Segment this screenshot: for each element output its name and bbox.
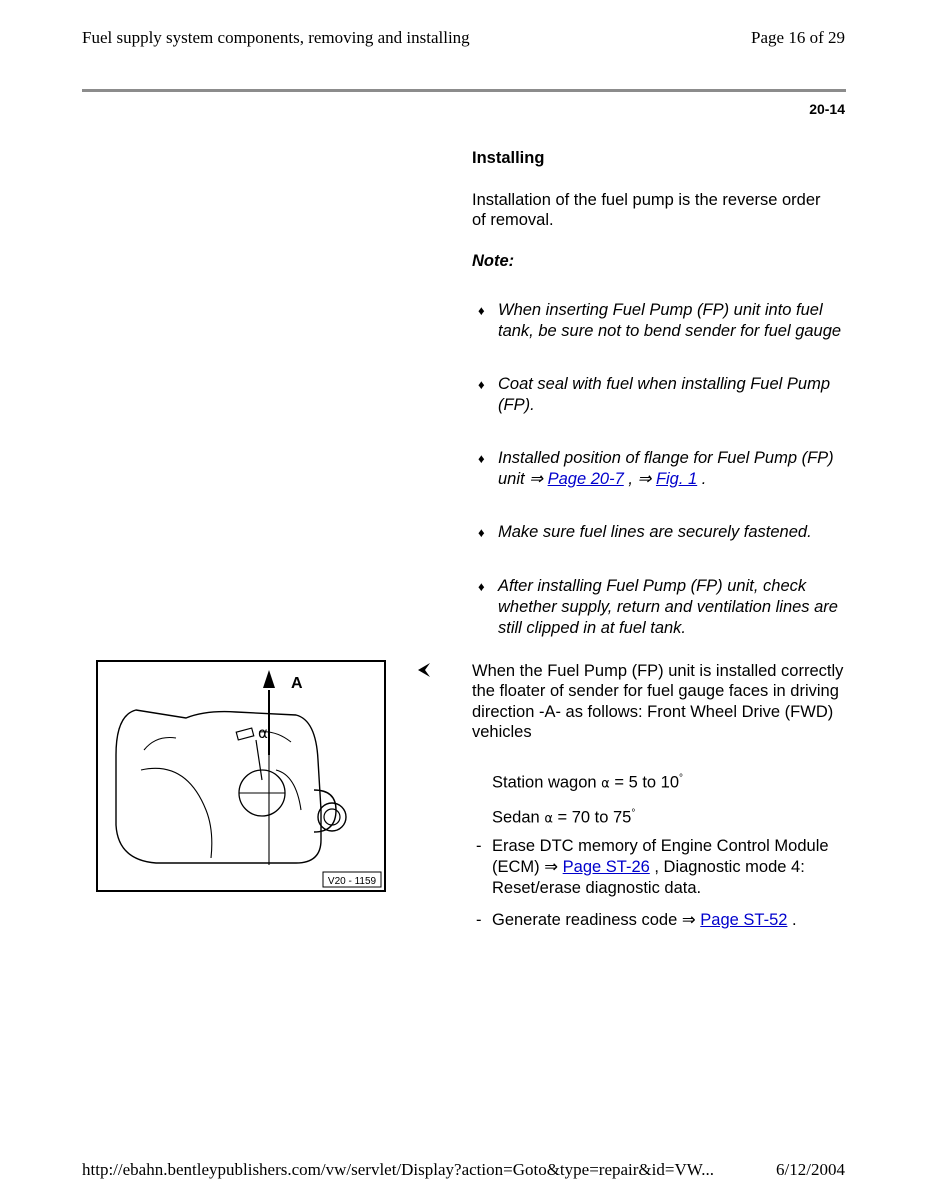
section-heading-installing: Installing [472, 149, 545, 167]
diamond-bullet-icon: ♦ [478, 525, 485, 540]
alpha-symbol: α [601, 776, 610, 792]
figure-code: V20 - 1159 [327, 876, 377, 887]
note-heading: Note: [472, 252, 515, 270]
manual-page-number: 20-14 [809, 101, 845, 117]
diamond-bullet-icon: ♦ [478, 303, 485, 318]
floater-line-2: the floater of sender for fuel gauge faces in driving [472, 682, 839, 700]
installing-paragraph-line-1: Installation of the fuel pump is the reverse order [472, 191, 821, 209]
document-title: Fuel supply system components, removing and installing [82, 28, 470, 47]
diamond-bullet-icon: ♦ [478, 579, 485, 594]
page-counter: Page 16 of 29 [751, 28, 845, 47]
sedan-angle: Sedan α = 70 to 75° [492, 808, 636, 827]
figure-label-alpha: α [258, 724, 268, 742]
diamond-bullet-icon: ♦ [478, 377, 485, 392]
footer-date: 6/12/2004 [776, 1160, 845, 1179]
floater-line-4: vehicles [472, 723, 532, 741]
content-column: Installing Installation of the fuel pump is the reverse order of removal. Note: ♦ When inserting Fuel Pump (FP) unit into fuel tank, be sure not to bend sender for fuel gauge ♦ Coat seal with fuel when installing Fuel Pump (FP). ♦ Installed position of flange for Fuel Pump (FP) unit ⇒ Page 20-7 , ⇒ Fig. 1 . ♦ Make sure fuel lines are securely fastened. ♦ After installing Fuel Pump (FP) unit, check whether supply, return and ventilation lines are still clipped in at fuel tank. When the Fuel Pump (FP) unit is installed correctly the floater of sender for fuel gauge faces in driving direction -A- as follows: Front Wheel Drive (FWD) vehicles Station wagon α = 5 to 10° Sedan α = 70 to 75° - Erase DTC memory of Engine Control Module (ECM) ⇒ Page ST-26 , Diagnostic mode 4: Reset/erase diagnostic data. - Generate readiness code ⇒ Page ST-52 . [472, 149, 844, 929]
link-page-20-7[interactable]: Page 20-7 [547, 470, 624, 488]
station-wagon-angle: Station wagon α = 5 to 10° [492, 773, 684, 792]
footer-url: http://ebahn.bentleypublishers.com/vw/servlet/Display?action=Goto&type=repair&id=VW... [82, 1160, 714, 1179]
installing-paragraph-line-2: of removal. [472, 211, 554, 229]
link-page-st-52[interactable]: Page ST-52 [700, 911, 788, 929]
header-divider [82, 89, 846, 92]
floater-line-3: direction -A- as follows: Front Wheel Drive (FWD) [472, 703, 834, 721]
figure-label-a: A [291, 675, 303, 692]
floater-line-1: When the Fuel Pump (FP) unit is installed correctly [472, 662, 844, 680]
link-fig-1[interactable]: Fig. 1 [655, 470, 698, 488]
diamond-bullet-icon: ♦ [478, 451, 485, 466]
link-page-st-26[interactable]: Page ST-26 [562, 858, 650, 876]
fuel-tank-figure [96, 660, 386, 892]
alpha-symbol: α [544, 811, 553, 827]
figure-pointer-icon [416, 660, 434, 680]
